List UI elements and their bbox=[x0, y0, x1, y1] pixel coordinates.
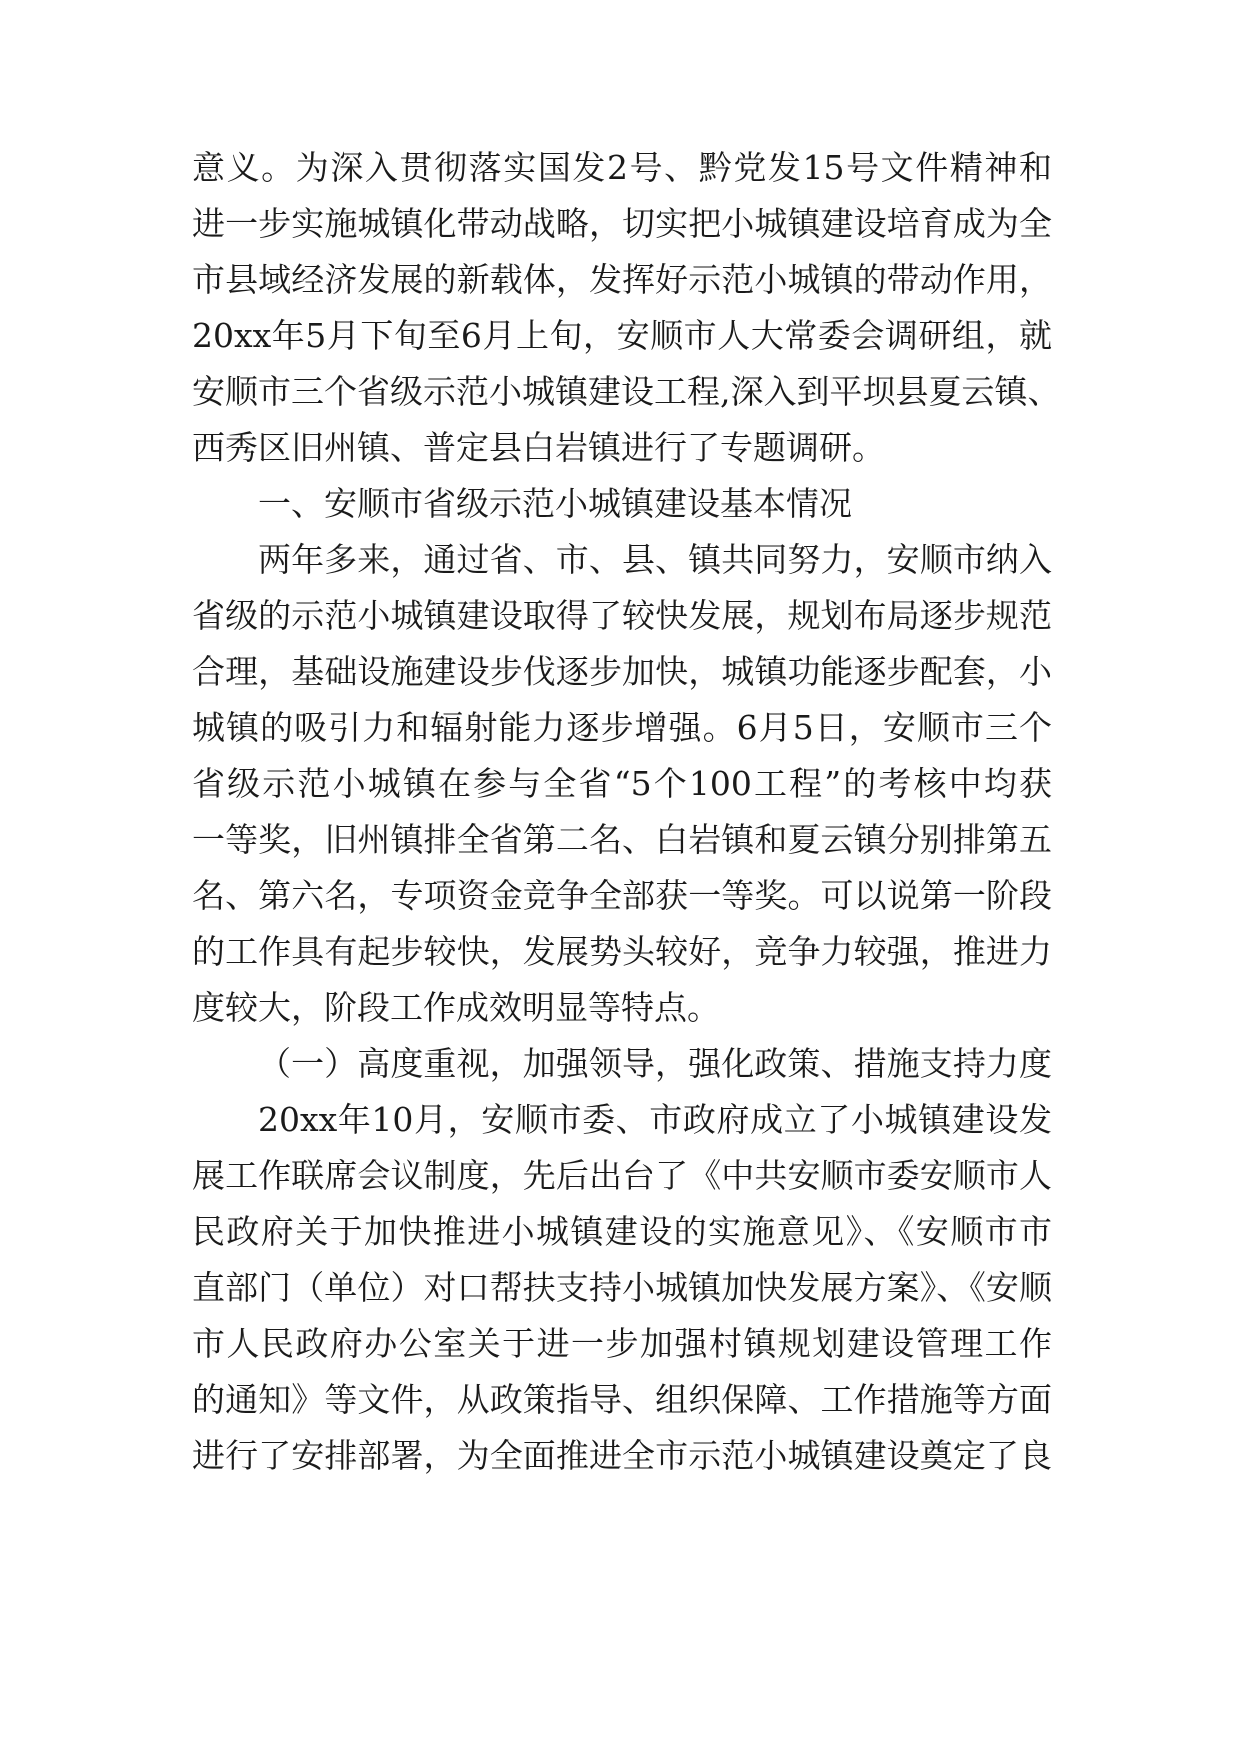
paragraph-first-line: 两年多来，通过省、市、县、镇共同努力，安顺市纳入 bbox=[258, 540, 1052, 579]
text-line: 城镇的吸引力和辐射能力逐步增强。6月5日，安顺市三个 bbox=[192, 708, 1052, 747]
text-line: 进一步实施城镇化带动战略，切实把小城镇建设培育成为全 bbox=[192, 204, 1052, 243]
text-line: 市县域经济发展的新载体，发挥好示范小城镇的带动作用， bbox=[192, 260, 1052, 299]
text-line: 省级的示范小城镇建设取得了较快发展，规划布局逐步规范 bbox=[192, 596, 1052, 635]
text-line: 的工作具有起步较快，发展势头较好，竞争力较强，推进力 bbox=[192, 932, 1052, 971]
text-line: 意义。为深入贯彻落实国发2号、黔党发15号文件精神和 bbox=[192, 148, 1052, 187]
text-line: 进行了安排部署，为全面推进全市示范小城镇建设奠定了良 bbox=[192, 1436, 1052, 1475]
text-line: 市人民政府办公室关于进一步加强村镇规划建设管理工作 bbox=[192, 1324, 1052, 1363]
section-heading: 一、安顺市省级示范小城镇建设基本情况 bbox=[258, 484, 852, 523]
text-line: 展工作联席会议制度，先后出台了《中共安顺市委安顺市人 bbox=[192, 1156, 1052, 1195]
text-line: 20xx年5月下旬至6月上旬，安顺市人大常委会调研组，就 bbox=[192, 316, 1052, 355]
text-line: 民政府关于加快推进小城镇建设的实施意见》、《安顺市市 bbox=[192, 1212, 1052, 1251]
text-line: 西秀区旧州镇、普定县白岩镇进行了专题调研。 bbox=[192, 428, 885, 467]
text-line: 合理，基础设施建设步伐逐步加快，城镇功能逐步配套，小 bbox=[192, 652, 1052, 691]
text-line: 一等奖，旧州镇排全省第二名、白岩镇和夏云镇分别排第五 bbox=[192, 820, 1052, 859]
text-line: 度较大，阶段工作成效明显等特点。 bbox=[192, 988, 720, 1027]
text-line: 名、第六名，专项资金竞争全部获一等奖。可以说第一阶段 bbox=[192, 876, 1052, 915]
text-line: 直部门（单位）对口帮扶支持小城镇加快发展方案》、《安顺 bbox=[192, 1268, 1052, 1307]
text-line: 的通知》等文件，从政策指导、组织保障、工作措施等方面 bbox=[192, 1380, 1052, 1419]
subsection-heading: （一）高度重视，加强领导，强化政策、措施支持力度 bbox=[258, 1044, 1052, 1083]
text-line: 安顺市三个省级示范小城镇建设工程,深入到平坝县夏云镇、 bbox=[192, 372, 1061, 411]
text-line: 省级示范小城镇在参与全省“5个100工程”的考核中均获 bbox=[192, 764, 1052, 803]
paragraph-first-line: 20xx年10月，安顺市委、市政府成立了小城镇建设发 bbox=[258, 1100, 1052, 1139]
